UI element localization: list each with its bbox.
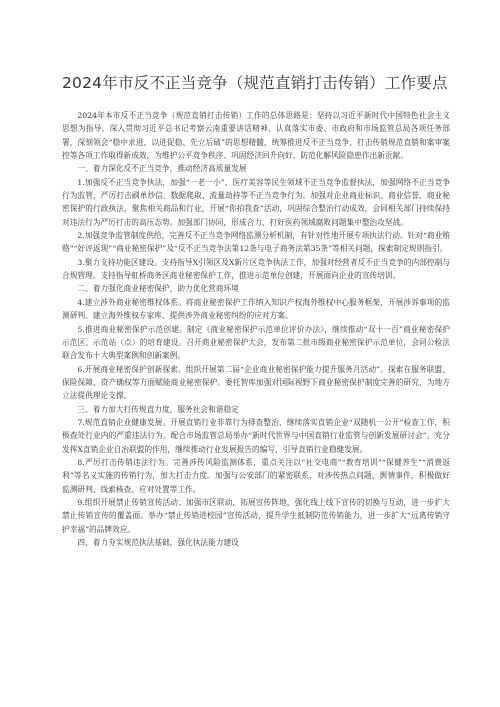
item-paragraph-2: 2.加强竞争监管制度供给，完善反不正当竞争网络监测分析机制，有针对性地开展专项执法行动。针对“商业贿赂”“好评返现”“商业秘密保护”及“反不正当竞争法第12条与电子商务法第35条”等相关问题，探索制定规则指引。 bbox=[62, 231, 450, 254]
section-heading-4: 四、着力夯实规范执法基础，强化执法能力建设 bbox=[77, 538, 239, 547]
document-title: 2024年市反不正当竞争（规范直销打击传销）工作要点 bbox=[62, 74, 448, 92]
section-heading-2: 二、着力强化商业秘密保护，助力优化营商环境 bbox=[77, 284, 239, 294]
intro-paragraph: 2024年本市反不正当竞争（规范直销打击传销）工作的总体思路是：坚持以习近平新时代中国特色社会主义思想为指导，深入贯彻习近平总书记考察云南重要讲话精神，认真落实市委、市政府和市场监管总局各项任务部署，深刻领会“稳中求进、以进促稳、先立后破”的思想精髓，统筹推进反不正当竞争、打击传销规范直销和案审案控等各项工作取得新成效，为维护公平竞争秩序、巩固经济回升向好、防范化解风险隐患作出新贡献。 bbox=[62, 111, 450, 161]
document-body bbox=[62, 109, 450, 549]
item-paragraph-7: 7.规范直销企业健康发展。开展直销行业非靠行为排查整治，继续落实直销企业“双随机一公开”检查工作，积极查处行业内的严重违法行为。配合市场监管总局举办“新时代世界与中国直销行业监管与创新发展研讨会”。充分发挥X直销企业自治联盟的作用，继续推动行业发展报告的编写，引导直销行业稳健发展。 bbox=[62, 417, 450, 454]
section-heading-3: 三、着力加大打传规直力度，服务社会和谐稳定 bbox=[77, 404, 239, 414]
item-paragraph-5: 5.推进商业秘密保护示范创建。制定《商业秘密保护示范单位评价办法》，继续推动“双十一百”商业秘密保护示范区、示范站（点）的培育建设。召开商业秘密保护大会，发布第二批市级商业秘密保护示范单位，会同公检法联合发布十大典型案例和创新案例。 bbox=[62, 324, 450, 361]
item-paragraph-9: 9.组织开展禁止传销宣传活动；加强市区联动，拓展宣传阵地，强化线上线下宣传的切换与互动，进一步扩大禁止传销宣传的覆盖面。举办“禁止传销进校园”宣传活动，提升学生抵制防范传销能力，进一步扩大“远离传销守护幸福”的品牌效应。 bbox=[62, 497, 450, 534]
section-heading-1: 一、着力深化反不正当竞争，推动经济高质量发展 bbox=[77, 164, 247, 174]
item-paragraph-4: 4.建立涉外商业秘密维权体系。将商业秘密保护工作纳入知识产权海外维权中心服务框架，开展涉诉事项的监测研判、建立海外维权专家库、提供涉外商业秘密纠纷的应对方案。 bbox=[62, 297, 450, 321]
item-paragraph-1: 1.加强反不正当竞争执法，加强“一老一小”、医疗美容等民生领域不正当竞争监督执法，加强网络不正当竞争行为监管，严厉打击刷单炒信、数据爬取、流量劫持等不正当竞争行为。加强对企业商业标识、商业信誉、商业秘密保护的行政执法，聚焦相关商品和行业，开展“你拍我查”活动，巩固综合整治行动成效，会同相关部门持续保持对违法行为严厉打击的高压态势。加强部门协同，形成合力，打好医药领域腐败问题集中整治攻坚战。 bbox=[62, 177, 450, 227]
item-paragraph-8: 8.严厉打击传销违法行为。完善涉传风险监测体系，重点关注以“社交电商”“教育培训”“保健养生”“消费返利”等名义实施的传销行为，加大打击力度。加强与公安部门的紧密联系，对涉传热点问题、舆情事件，积极做好监测研判、线索核查、应对处置等工作。 bbox=[62, 457, 450, 494]
item-paragraph-3: 3.聚力支持功能区建设。支持指导X引领区及X新片区竞争执法工作，加强对经营者反不正当竞争的内部控制与合规管理。支持指导虹桥商务区商业秘密保护工作，推进示范单位创建，开展面向企业的宣传培训。 bbox=[62, 257, 450, 281]
item-paragraph-6: 6.开展商业秘密保护创新探索。组织开展第二届“企业商业秘密保护能力提升服务月活动”。探索在服务联盟、保险保障、资产确权等方面赋能商业秘密保护。委托智库加强对国际视野下商业秘密保护制度完善的研究，为地方立法提供理论支撑。 bbox=[62, 364, 450, 401]
